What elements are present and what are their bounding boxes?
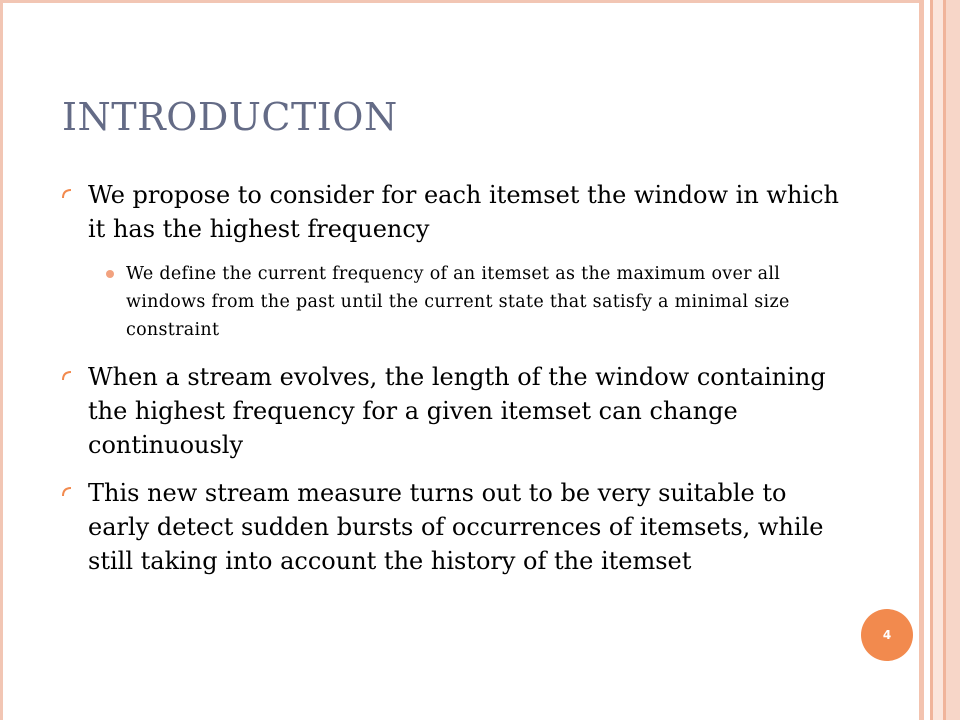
bullet-item <box>62 178 842 246</box>
bullet-marker-icon <box>62 487 72 497</box>
page-number-badge: 4 <box>861 609 913 661</box>
bullet-item <box>62 476 842 578</box>
sub-bullet-text: We define the current frequency of an itemset as the maximum over all windows from the past until the current state that satisfy a minimal size constraint <box>126 264 790 340</box>
bullet-marker-icon <box>62 189 72 199</box>
slide-title: INTRODUCTION <box>62 95 398 139</box>
sub-bullet-dot-icon <box>106 270 114 278</box>
bullet-marker-icon <box>62 371 72 381</box>
bullet-text: When a stream evolves, the length of the window containing the highest frequency for a given itemset can change continuously <box>88 363 826 459</box>
decor-stripe <box>933 0 943 720</box>
decor-stripe <box>946 0 960 720</box>
bullet-item <box>62 360 842 462</box>
slide-content <box>62 178 842 592</box>
bullet-text: This new stream measure turns out to be very suitable to early detect sudden bursts of occurrences of itemsets, while still taking into account the history of the itemset <box>88 479 824 575</box>
sub-bullet-item <box>62 260 842 344</box>
bullet-text: We propose to consider for each itemset the window in which it has the highest frequency <box>88 181 839 243</box>
